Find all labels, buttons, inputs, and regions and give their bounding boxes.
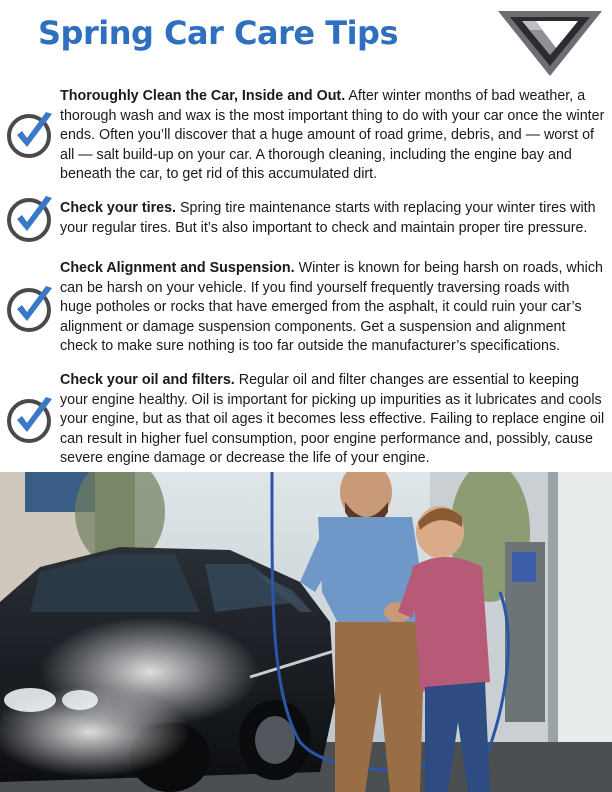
page-title: Spring Car Care Tips [38,14,398,52]
check-icon [6,283,56,333]
tip-body: After winter months of bad weather, a thorough wash and wax is the most important thing to do with your car once the winter ends. Often you’ll discover that a huge amount of road grime, debris, and — worst of all — salt build-up on your car. A thorough cleaning, including the engine bay and beneath the car, to get rid of this accumulated dirt. [60,88,605,182]
tip-heading: Check your oil and filters. [60,372,235,388]
check-icon [6,193,56,243]
tip-heading: Thoroughly Clean the Car, Inside and Out. [60,88,346,104]
check-icon [6,109,56,159]
tip-heading: Check your tires. [60,200,177,216]
tip-check-tires [60,199,605,238]
tip-clean-car [60,87,605,185]
car-wash-photo [0,472,612,792]
tip-body: Regular oil and filter changes are essential to keeping your engine healthy. Oil is important for picking up impurities as it lubricates and cools your engine, but as that oil ages it becomes less effective. Failing to replace engine oil can result in higher fuel consumption, poor engine performance and, possibly, cause severe engine damage or decrease the life of your engine. [60,372,605,466]
tip-heading: Check Alignment and Suspension. [60,260,295,276]
tip-body: Spring tire maintenance starts with replacing your winter tires with your regular tires. But it’s also important to check and maintain proper tire pressure. [60,200,596,236]
brand-logo [496,8,604,78]
tip-oil-filters [60,371,605,469]
check-icon [6,394,56,444]
tip-body: Winter is known for being harsh on roads, which can be harsh on your vehicle. If you find yourself frequently traversing roads with huge potholes or rocks that have emerged from the asphalt, it could ruin your car’s alignment or damage suspension components. Get a suspension and alignment check to make sure nothing is too far outside the manufacturer’s specifications. [60,260,603,354]
tip-alignment-suspension [60,259,605,357]
